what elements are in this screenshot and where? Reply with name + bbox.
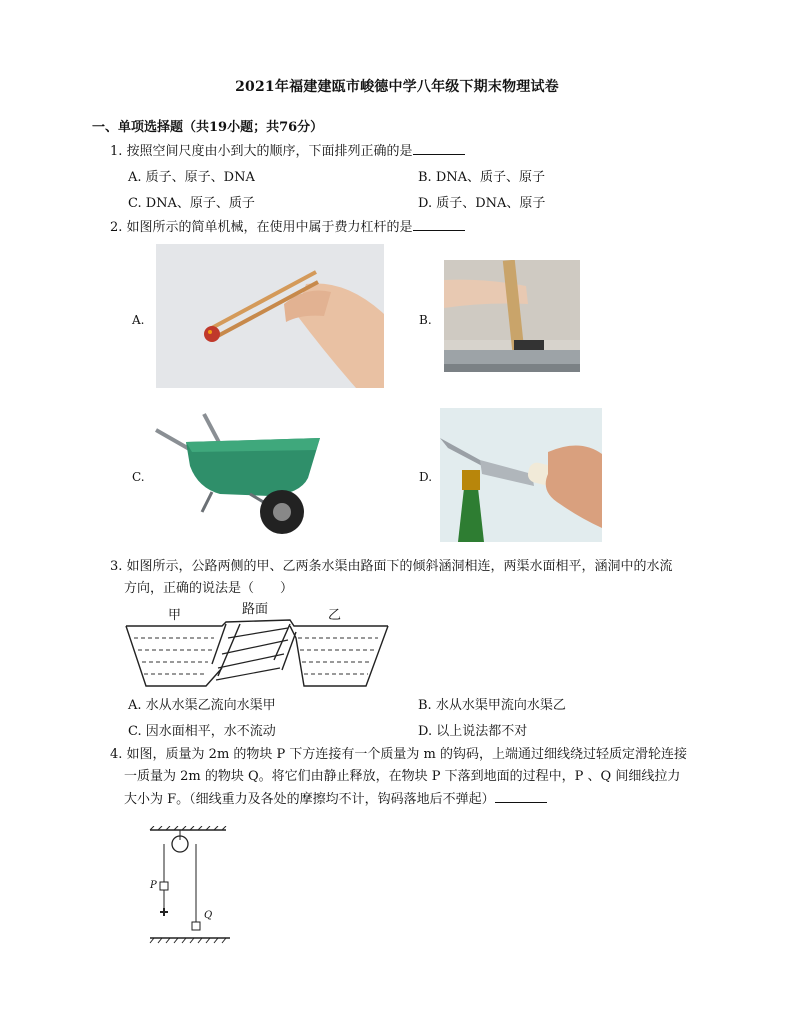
q2-label-a: A.: [132, 313, 145, 327]
pulley-diagram: [146, 826, 242, 944]
block-p-label: P: [150, 880, 157, 891]
question-3: [110, 556, 710, 600]
block-q-label: Q: [204, 910, 213, 921]
q2-label-b: B.: [419, 313, 432, 327]
bottle-opener-image: [440, 408, 602, 542]
road-label: 路面: [242, 602, 269, 617]
question-2-stem: 2. 如图所示的简单机械，在使用中属于费力杠杆的是: [110, 220, 413, 235]
question-1: [110, 140, 710, 163]
q3-option-c: C. 因水面相平，水不流动: [128, 724, 276, 739]
q2-label-c: C.: [132, 470, 145, 484]
section-heading: 一、单项选择题（共19小题；共76分）: [92, 120, 324, 135]
wheelbarrow-image: [150, 408, 326, 540]
question-4-line3: 大小为 F。（细线重力及各处的摩擦均不计，钩码落地后不弹起）: [124, 792, 495, 807]
question-4: [110, 744, 730, 811]
q3-option-d: D. 以上说法都不对: [418, 724, 528, 739]
q3-option-a: A. 水从水渠乙流向水渠甲: [128, 698, 276, 713]
canal-jia-label: 甲: [168, 608, 182, 623]
question-2: [110, 216, 710, 239]
page-title: 2021年福建建瓯市峻德中学八年级下期末物理试卷: [235, 79, 559, 95]
answer-blank: [413, 140, 465, 155]
question-4-line1: 4. 如图，质量为 2m 的物块 P 下方连接有一个质量为 m 的钩码，上端通过细线绕过轻质定滑轮连接: [110, 747, 688, 762]
q1-option-d: D. 质子、DNA、原子: [418, 196, 546, 211]
q1-option-a: A. 质子、原子、DNA: [128, 170, 255, 185]
hammer-claw-image: [444, 260, 580, 372]
q2-label-d: D.: [419, 470, 433, 484]
answer-blank: [413, 216, 465, 231]
question-1-stem: 1. 按照空间尺度由小到大的顺序，下面排列正确的是: [110, 144, 413, 159]
question-3-stem-line2: 方向，正确的说法是（ ）: [124, 581, 294, 596]
chopsticks-image: [156, 244, 384, 388]
canal-yi-label: 乙: [328, 608, 342, 623]
question-3-stem-line1: 3. 如图所示，公路两侧的甲、乙两条水渠由路面下的倾斜涵洞相连，两渠水面相平，涵洞中的水流: [110, 559, 673, 574]
question-4-line2: 一质量为 2m 的物块 Q。将它们由静止释放，在物块 P 下落到地面的过程中，P 、Q 间细线拉力: [124, 769, 681, 784]
canal-culvert-diagram: [122, 598, 392, 690]
answer-blank: [495, 788, 547, 803]
q1-option-c: C. DNA、原子、质子: [128, 196, 255, 211]
q3-option-b: B. 水从水渠甲流向水渠乙: [418, 698, 566, 713]
q1-option-b: B. DNA、质子、原子: [418, 170, 546, 185]
